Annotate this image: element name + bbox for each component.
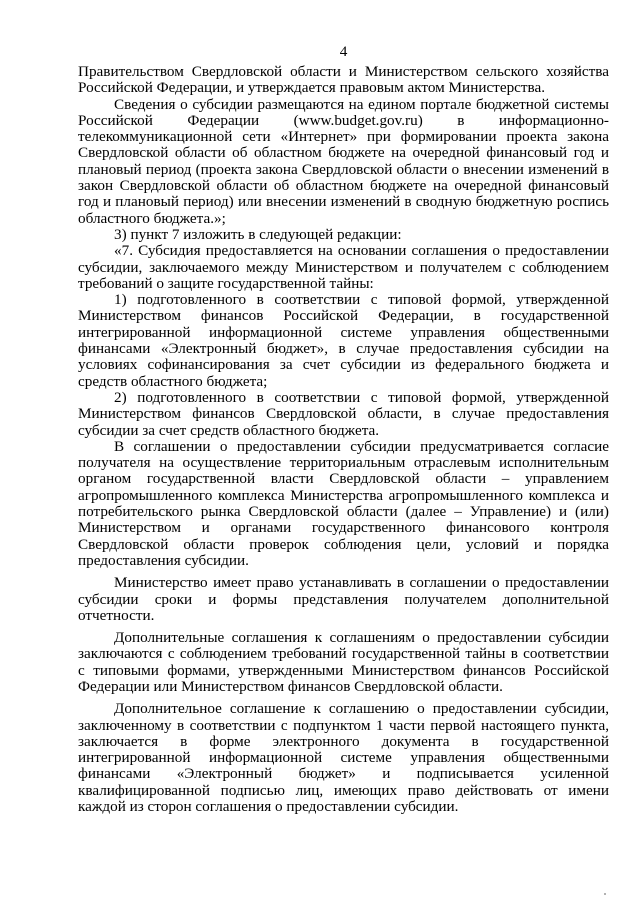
paragraph-subpoint-1: 1) подготовленного в соответствии с типовой формой, утвержденной Министерством финансов Российской Федерации, в государственной интегрированной информационной системе управления общественными финансами «Электронный бюджет», в случае предоставления субсидии на условиях софинансирования за счет субсидии из федерального бюджета и средств областного бюджета; bbox=[78, 291, 609, 390]
paragraph-subsidy-info: Сведения о субсидии размещаются на едином портале бюджетной системы Российской Федерации (www.budget.gov.ru) в информационно-телекоммуникационной сети «Интернет» при формировании проекта закона Свердловской области об областном бюджете на очередной финансовый год и плановый период (проекта закона Свердловской области о внесении изменений в закон Свердловской области об областном бюджете на очередной финансовый год и плановый период) или внесении изменений в сводную бюджетную роспись областного бюджета.»; bbox=[78, 95, 609, 227]
paragraph-additional-agreements: Дополнительные соглашения к соглашениям о предоставлении субсидии заключаются с соблюдением требований государственной тайны в соответствии с типовыми формами, утвержденными Министерством финансов Российской Федерации или Министерством финансов Свердловской области. bbox=[78, 629, 609, 695]
page-number: 4 bbox=[339, 43, 348, 60]
paragraph-continuation: Правительством Свердловской области и Министерством сельского хозяйства Российской Федерации, и утверждается правовым актом Министерства. bbox=[78, 63, 609, 97]
paragraph-point-7: «7. Субсидия предоставляется на основании соглашения о предоставлении субсидии, заключаемого между Министерством и получателем с соблюдением требований о защите государственной тайны: bbox=[78, 242, 609, 292]
paragraph-electronic-agreement: Дополнительное соглашение к соглашению о предоставлении субсидии, заключенному в соответствии с подпунктом 1 части первой настоящего пункта, заключается в форме электронного документа в государственной интегрированной информационной системе управления общественными финансами «Электронный бюджет» и подписывается усиленной квалифицированной подписью лиц, имеющих право действовать от имени каждой из сторон соглашения о предоставлении субсидии. bbox=[78, 700, 609, 816]
document-page bbox=[78, 0, 609, 815]
scan-artifact-dot bbox=[604, 893, 606, 895]
paragraph-item-3: 3) пункт 7 изложить в следующей редакции: bbox=[114, 225, 402, 243]
paragraph-subpoint-2: 2) подготовленного в соответствии с типовой формой, утвержденной Министерством финансов Свердловской области, в случае предоставления субсидии за счет средств областного бюджета. bbox=[78, 388, 609, 439]
paragraph-agreement-consent: В соглашении о предоставлении субсидии предусматривается согласие получателя на осуществление территориальным отраслевым исполнительным органом государственной власти Свердловской области – управлением агропромышленного комплекса Министерства агропромышленного комплекса и потребительского рынка Свердловской области (далее – Управление) и (или) Министерством и органами государственного финансового контроля Свердловской области проверок соблюдения цели, условий и порядка предоставления субсидии. bbox=[78, 437, 609, 569]
paragraph-ministry-rights: Министерство имеет право устанавливать в соглашении о предоставлении субсидии сроки и формы представления получателем дополнительной отчетности. bbox=[78, 574, 609, 624]
